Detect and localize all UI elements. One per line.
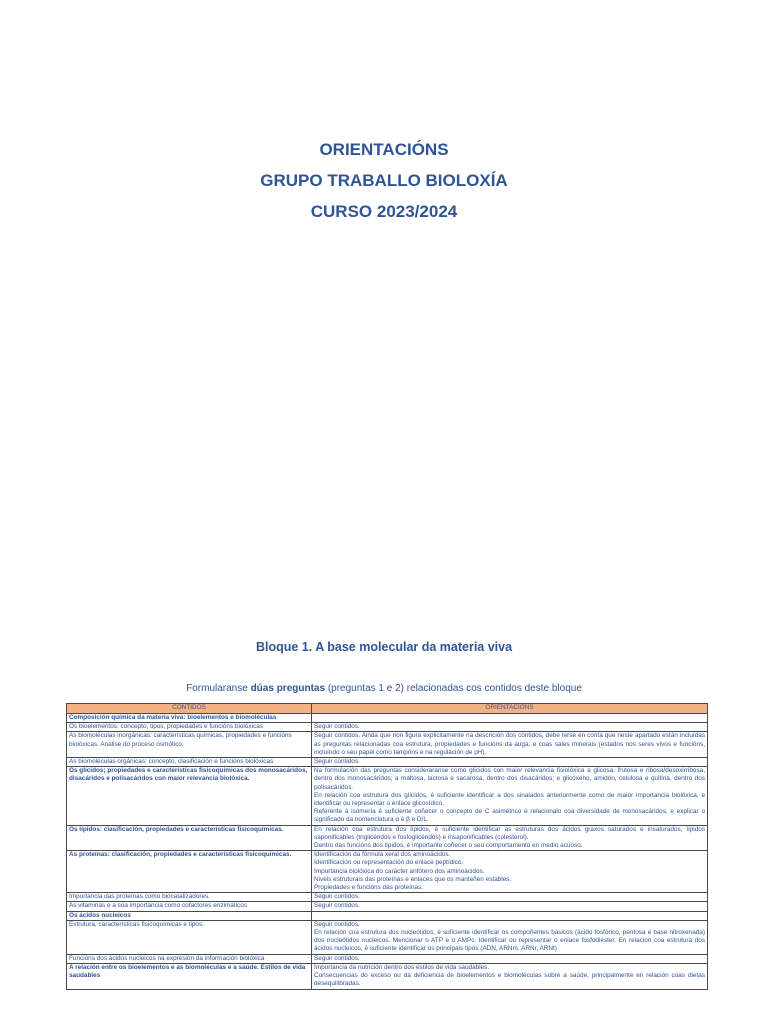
orientacion-cell xyxy=(312,954,708,963)
orientacion-line: En relación coa estrutura dos glícidos, é suficiente identificar a dos sinalados anteriormente como de maior importancia biolóxica, e identificar ou representar o enlace glicosídico. xyxy=(314,791,705,808)
table-row xyxy=(67,767,708,825)
contents-table xyxy=(66,703,708,990)
intro-suffix: (preguntas 1 e 2) relacionadas cos contidos deste bloque xyxy=(325,683,582,694)
orientacion-line: Propiedades e funcións das proteínas. xyxy=(314,884,424,892)
orientacion-line: Seguir contidos. xyxy=(314,723,360,731)
table-row xyxy=(67,723,708,732)
contido-cell: Os bioelementos: concepto, tipos, propiedades e funcións biolóxicas xyxy=(67,723,312,732)
table-row xyxy=(67,825,708,851)
orientacion-cell xyxy=(312,963,708,989)
table-header-row xyxy=(67,704,708,714)
orientacion-cell xyxy=(312,732,708,758)
orientacion-line: En relación coa estrutura dos nucleótidos, é suficiente identificar os compoñentes básicos (ácido fosfórico, pentosa e base nitroxenada) dos nucleótidos nucleicos. Mencionar o ATP e o AMPc. Identificar ou representar o enlace fosfodiéster. En relación coa estrutura dos ácidos nucleicos, é suficiente identificar os principais tipos (ADN, ARNm, ARNr, ARNt) xyxy=(314,929,705,953)
table-row xyxy=(67,732,708,758)
document-title xyxy=(0,134,768,227)
table-row xyxy=(67,954,708,963)
title-line-2: GRUPO TRABALLO BIOLOXÍA xyxy=(260,171,508,190)
orientacion-cell xyxy=(312,920,708,954)
bloque-heading: Bloque 1. A base molecular da materia viva xyxy=(255,640,513,654)
contido-cell: As proteínas: clasificación, propiedades e características fisicoquímicas. xyxy=(67,851,312,893)
contido-cell: Os lípidos: clasificación, propiedades e características fisicoquímicas. xyxy=(67,825,312,851)
table-body xyxy=(67,714,708,990)
header-contidos: CONTIDOS xyxy=(67,704,312,714)
table-row xyxy=(67,963,708,989)
orientacion-line: Seguir contidos. xyxy=(314,920,360,928)
orientacion-line: Importancia biolóxica do carácter anfótero dos aminoácidos. xyxy=(314,867,485,875)
contido-cell: Os ácidos nucleicos xyxy=(67,911,312,920)
contido-cell: Importancia das proteínas como biocatalizadores. xyxy=(67,893,312,902)
orientacion-cell xyxy=(312,911,708,920)
orientacion-cell xyxy=(312,714,708,723)
orientacion-cell xyxy=(312,723,708,732)
orientacion-cell xyxy=(312,902,708,911)
table-row xyxy=(67,714,708,723)
header-orientacions: ORIENTACIÓNS xyxy=(312,704,708,714)
contido-cell: Composición química da materia viva: bioelementos e biomoléculas xyxy=(67,714,312,723)
orientacion-line: En relación coa estrutura dos lípidos, é suficiente identificar as estruturas dos ácidos graxos saturados e insaturados, lípidos saponificables (triglicéridos e fosfoglicéridos) e insaponificables (colesterol). xyxy=(314,825,705,841)
orientacion-cell xyxy=(312,893,708,902)
table-row xyxy=(67,893,708,902)
title-line-1: ORIENTACIÓNS xyxy=(319,140,449,159)
contido-cell: As biomoléculas orgánicas: concepto, clasificación e funcións biolóxicas xyxy=(67,758,312,767)
contido-cell: As biomoléculas inorgánicas: características químicas, propiedades e funcións biolóxicas. Análise do proceso osmótico. xyxy=(67,732,312,758)
title-line-3: CURSO 2023/2024 xyxy=(310,202,458,221)
contido-cell: A relación entre os bioelementos e as biomoléculas e a saúde. Estilos de vida saudables xyxy=(67,963,312,989)
orientacion-line: Identificación ou representación do enlace peptídico. xyxy=(314,859,464,867)
orientacion-cell xyxy=(312,758,708,767)
table-row xyxy=(67,758,708,767)
orientacion-line: Seguir contidos. Ainda que non figura explicitamente na descrición dos contidos, debe terse en conta que neste apartado están incluídas as preguntas relacionadas coa estrutura, propiedades e funcións da auga, e coas sales minerais (estados nos seres vivos e funcións, incluíndo o seu papel como tampóns e na regulación de pH). xyxy=(314,732,705,756)
intro-bold: dúas preguntas xyxy=(250,683,326,694)
orientacion-line: Seguir contidos. xyxy=(314,902,360,910)
orientacion-line: Seguir contidos. xyxy=(314,893,360,901)
orientacion-line: Referente á isomería é suficiente coñecer o concepto de C asimétrico e relacionalo coa diversidade de monosacáridos, e explicar o significado da nomenclatura α e β e D/L. xyxy=(314,808,705,824)
orientacion-line: Seguir contidos. xyxy=(314,954,360,962)
contido-cell: Os glícidos; propiedades e características fisicoquímicas dos monosacáridos, disacáridos e polisacáridos con maior relevancia biolóxica. xyxy=(67,767,312,825)
table-row xyxy=(67,920,708,954)
contido-cell: Estrutura, características fisicoquímicas e tipos. xyxy=(67,920,312,954)
orientacion-cell xyxy=(312,851,708,893)
orientacion-line: Identificación da fórmula xeral dos aminoácidos. xyxy=(314,851,451,859)
intro-prefix: Formularanse xyxy=(186,683,251,694)
table-row xyxy=(67,911,708,920)
orientacion-line: Na formulación das preguntas consideraranse como glícidos con maior relevancia fisiolóxica a glicosa, frutosa e ribosa/desoxirribosa, dentro dos monosacáridos; a maltosa, lactosa e sacarosa, dentro dos disacáridos; e glicóxeno, amidón, celulosa e quitina, dentro dos polisacáridos. xyxy=(314,767,705,791)
contido-cell: Funcións dos ácidos nucleicos na expresión da información biolóxica xyxy=(67,954,312,963)
table-row xyxy=(67,851,708,893)
orientacion-line: Dentro das funcións dos lípidos, é importante coñecer o seu comportamento en medio acuoso. xyxy=(314,842,583,850)
orientacion-cell xyxy=(312,825,708,851)
orientacion-line: Niveis estruturais das proteínas e enlaces que os manteñen estables. xyxy=(314,875,512,883)
contido-cell: As vitaminas e a súa importancia como cofactores enzimáticos xyxy=(67,902,312,911)
table-row xyxy=(67,902,708,911)
orientacion-cell xyxy=(312,767,708,825)
orientacion-line: Seguir contidos. xyxy=(314,758,360,766)
intro-text xyxy=(0,683,768,694)
orientacion-line: Importancia da nutrición dentro dos estilos de vida saudables. xyxy=(314,963,490,971)
orientacion-line: Consecuencias do exceso ou da deficiencia de bioelementos e biomoléculas sobre a saúde, principalmente en relación coas dietas desequilibradas. xyxy=(314,972,705,988)
